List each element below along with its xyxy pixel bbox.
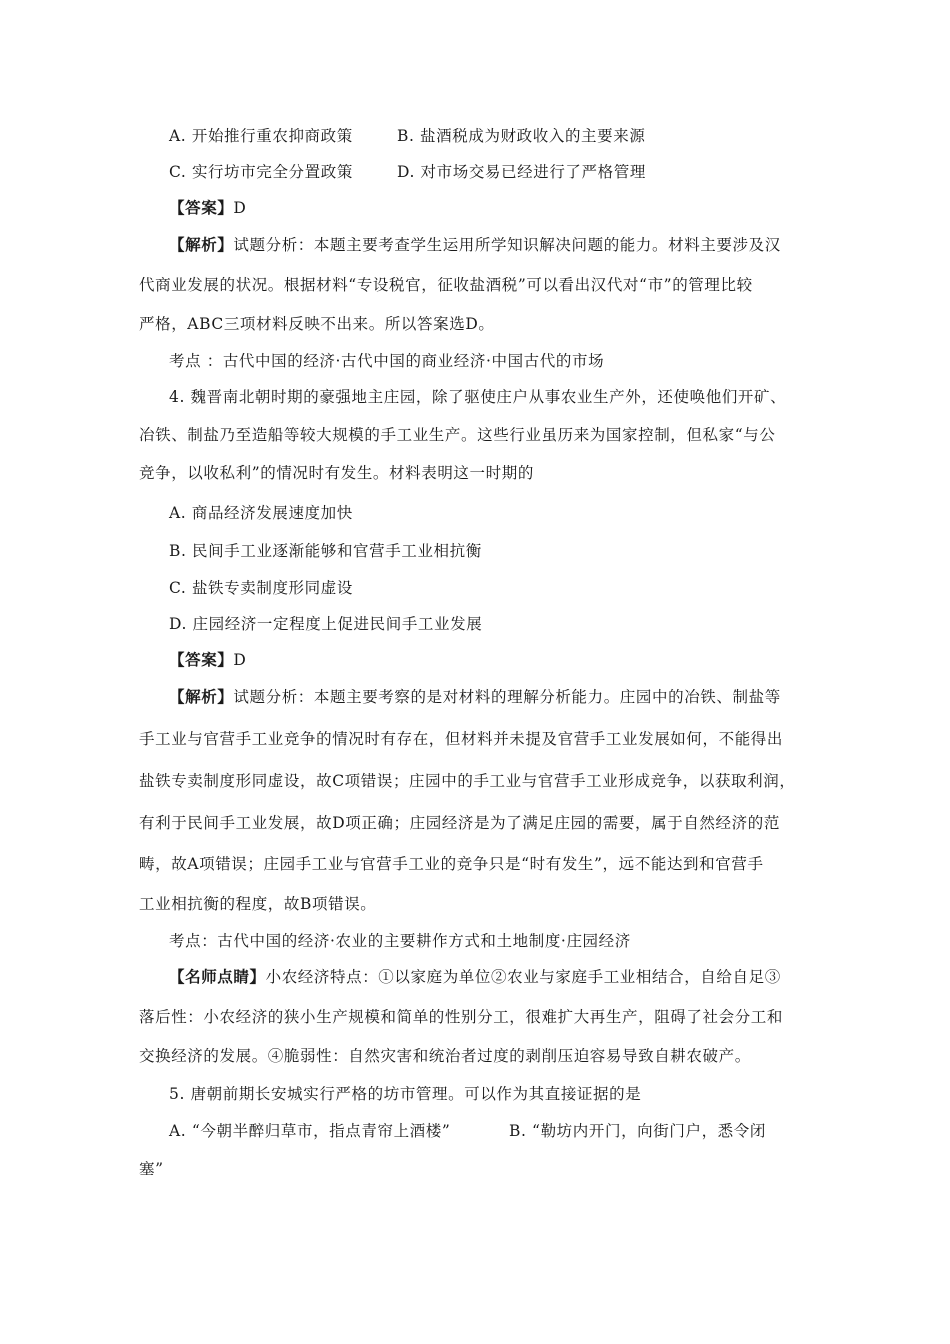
q3-option-d: D. 对市场交易已经进行了严格管理 [397, 163, 646, 181]
q4-stem-line-1: 4. 魏晋南北朝时期的豪强地主庄园，除了驱使庄户从事农业生产外，还使唤他们开矿、 [169, 388, 787, 406]
q4-stem-line-2: 冶铁、制盐乃至造船等较大规模的手工业生产。这些行业虽历来为国家控制，但私家“与公 [139, 426, 776, 444]
q4-tip-line-2: 落后性：小农经济的狭小生产规模和简单的性别分工，很难扩大再生产，阻碍了社会分工和 [139, 1008, 784, 1026]
answer-value: D [233, 651, 247, 669]
q3-kaodian: 考点 ：古代中国的经济·古代中国的商业经济·中国古代的市场 [169, 352, 605, 370]
q4-analysis-line-6: 工业相抗衡的程度，故B项错误。 [139, 895, 377, 913]
q4-option-c: C. 盐铁专卖制度形同虚设 [169, 579, 353, 597]
q4-kaodian: 考点：古代中国的经济·农业的主要耕作方式和土地制度·庄园经济 [169, 932, 631, 950]
analysis-text: 试题分析：本题主要考查学生运用所学知识解决问题的能力。材料主要涉及汉 [233, 236, 781, 254]
q3-analysis-line-2: 代商业发展的状况。根据材料“专设税官，征收盐酒税”可以看出汉代对“市”的管理比较 [139, 276, 753, 294]
analysis-label: 【解析】 [169, 687, 234, 706]
q4-option-a: A. 商品经济发展速度加快 [169, 504, 353, 522]
q5-option-b: B. “勒坊内开门，向街门户，悉令闭 [509, 1122, 766, 1140]
q4-option-b: B. 民间手工业逐渐能够和官营手工业相抗衡 [169, 542, 482, 560]
q4-answer [169, 649, 849, 671]
q5-option-a: A. “今朝半醉归草市，指点青帘上酒楼” [169, 1122, 451, 1140]
q4-analysis-line-3: 盐铁专卖制度形同虚设，故C项错误；庄园中的手工业与官营手工业形成竞争，以获取利润， [139, 772, 796, 790]
q3-answer [169, 197, 849, 219]
tip-text: 小农经济特点：①以家庭为单位②农业与家庭手工业相结合，自给自足③ [265, 968, 781, 986]
q3-analysis-line-3: 严格，ABC三项材料反映不出来。所以答案选D。 [139, 315, 495, 333]
q4-analysis-line-2: 手工业与官营手工业竞争的情况时有存在，但材料并未提及官营手工业发展如何，不能得出 [139, 730, 784, 748]
analysis-text: 试题分析：本题主要考察的是对材料的理解分析能力。庄园中的冶铁、制盐等 [233, 688, 781, 706]
q4-stem-line-3: 竞争，以收私利”的情况时有发生。材料表明这一时期的 [139, 464, 534, 482]
q3-option-row-2 [169, 161, 849, 183]
q5-option-row-1 [169, 1120, 849, 1142]
q3-option-row-1 [169, 125, 849, 147]
q3-option-a: A. 开始推行重农抑商政策 [169, 127, 353, 145]
q3-analysis-line-1 [169, 234, 849, 256]
q3-option-c: C. 实行坊市完全分置政策 [169, 163, 353, 181]
answer-label: 【答案】 [169, 198, 234, 217]
q4-analysis-line-1 [169, 686, 849, 708]
q4-option-d: D. 庄园经济一定程度上促进民间手工业发展 [169, 615, 483, 633]
tip-label: 【名师点睛】 [169, 967, 266, 986]
q4-analysis-line-5: 畴，故A项错误；庄园手工业与官营手工业的竞争只是“时有发生”，远不能达到和官营手 [139, 855, 764, 873]
q4-analysis-line-4: 有利于民间手工业发展，故D项正确；庄园经济是为了满足庄园的需要，属于自然经济的范 [139, 814, 780, 832]
q5-stem: 5. 唐朝前期长安城实行严格的坊市管理。可以作为其直接证据的是 [169, 1085, 642, 1103]
q3-option-b: B. 盐酒税成为财政收入的主要来源 [397, 127, 646, 145]
answer-value: D [233, 199, 247, 217]
q4-tip-line-3: 交换经济的发展。④脆弱性：自然灾害和统治者过度的剥削压迫容易导致自耕农破产。 [139, 1047, 751, 1065]
q5-option-b-continued: 塞” [139, 1160, 164, 1178]
answer-label: 【答案】 [169, 650, 234, 669]
analysis-label: 【解析】 [169, 235, 234, 254]
q4-tip-line-1 [169, 966, 849, 988]
